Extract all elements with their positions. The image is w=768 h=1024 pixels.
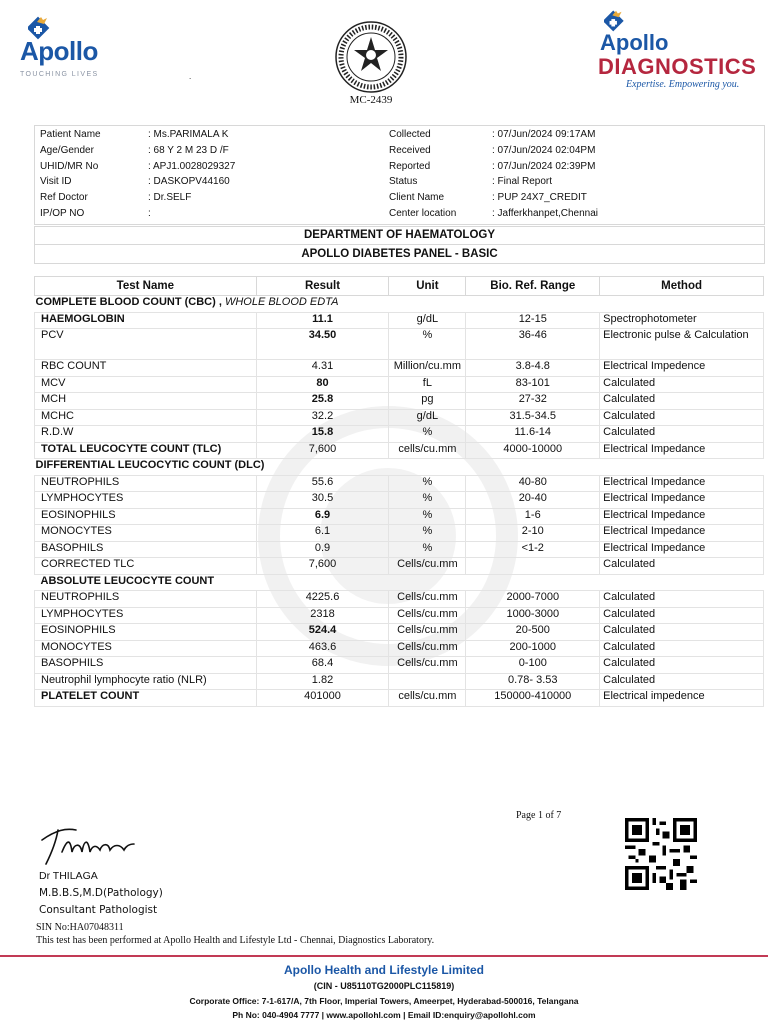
unit: g/dL bbox=[389, 312, 466, 329]
result-value: 68.4 bbox=[256, 657, 389, 674]
info-value: : Dr.SELF bbox=[148, 192, 192, 204]
test-name: MCV bbox=[35, 376, 257, 393]
table-row bbox=[35, 442, 764, 459]
brand-tagline: Expertise. Empowering you. bbox=[626, 79, 740, 90]
unit: % bbox=[389, 475, 466, 492]
info-value: : 07/Jun/2024 09:17AM bbox=[492, 129, 596, 141]
result-value: 11.1 bbox=[256, 312, 389, 329]
method: Calculated bbox=[600, 591, 764, 608]
reference-range: 150000-410000 bbox=[466, 690, 600, 707]
column-header: Test Name bbox=[35, 277, 257, 296]
method: Calculated bbox=[600, 376, 764, 393]
unit: % bbox=[389, 329, 466, 360]
info-value: : Jafferkhanpet,Chennai bbox=[492, 207, 599, 219]
table-row bbox=[35, 525, 764, 542]
unit: Cells/cu.mm bbox=[389, 640, 466, 657]
table-row bbox=[35, 475, 764, 492]
test-name: BASOPHILS bbox=[35, 541, 257, 558]
info-label: Patient Name bbox=[40, 129, 101, 141]
reference-range: 31.5-34.5 bbox=[466, 409, 600, 426]
reference-range bbox=[466, 558, 600, 575]
info-value: : DASKOPV44160 bbox=[148, 176, 230, 188]
unit: g/dL bbox=[389, 409, 466, 426]
test-name: LYMPHOCYTES bbox=[35, 607, 257, 624]
test-name: LYMPHOCYTES bbox=[35, 492, 257, 509]
column-header: Method bbox=[600, 277, 764, 296]
section-row-alc bbox=[35, 574, 764, 591]
result-value: 7,600 bbox=[256, 442, 389, 459]
info-label: IP/OP NO bbox=[40, 207, 85, 219]
unit bbox=[389, 673, 466, 690]
method: Calculated bbox=[600, 673, 764, 690]
reference-range: 0-100 bbox=[466, 657, 600, 674]
test-name: PCV bbox=[35, 329, 257, 360]
section-row-cbc bbox=[35, 296, 764, 313]
stray-dot: . bbox=[189, 72, 192, 81]
result-value: 34.50 bbox=[256, 329, 389, 360]
reference-range: 12-15 bbox=[466, 312, 600, 329]
method: Calculated bbox=[600, 393, 764, 410]
unit: Cells/cu.mm bbox=[389, 657, 466, 674]
method: Electrical Impedance bbox=[600, 525, 764, 542]
result-value: 32.2 bbox=[256, 409, 389, 426]
method: Calculated bbox=[600, 640, 764, 657]
brand-name: Apollo bbox=[600, 30, 669, 55]
brand-sub: DIAGNOSTICS bbox=[598, 54, 757, 79]
info-label: Center location bbox=[389, 207, 457, 219]
sin-number: SIN No:HA07048311 bbox=[36, 922, 124, 933]
info-label: Ref Doctor bbox=[40, 192, 88, 204]
reference-range: <1-2 bbox=[466, 541, 600, 558]
info-value: : 07/Jun/2024 02:39PM bbox=[492, 160, 596, 172]
test-name: BASOPHILS bbox=[35, 657, 257, 674]
result-value: 6.1 bbox=[256, 525, 389, 542]
reference-range: 20-40 bbox=[466, 492, 600, 509]
method: Electrical Impedance bbox=[600, 508, 764, 525]
result-value: 4.31 bbox=[256, 360, 389, 377]
test-name: TOTAL LEUCOCYTE COUNT (TLC) bbox=[35, 442, 257, 459]
reference-range: 20-500 bbox=[466, 624, 600, 641]
reference-range: 11.6-14 bbox=[466, 426, 600, 443]
cbc-rows bbox=[35, 312, 764, 459]
unit: Cells/cu.mm bbox=[389, 591, 466, 608]
test-name: MONOCYTES bbox=[35, 525, 257, 542]
result-value: 55.6 bbox=[256, 475, 389, 492]
section-title: COMPLETE BLOOD COUNT (CBC) , bbox=[35, 296, 222, 308]
unit: fL bbox=[389, 376, 466, 393]
test-name: R.D.W bbox=[35, 426, 257, 443]
panel-title: APOLLO DIABETES PANEL - BASIC bbox=[34, 244, 765, 264]
patient-info-block bbox=[34, 125, 765, 225]
reference-range: 0.78- 3.53 bbox=[466, 673, 600, 690]
test-name: MCHC bbox=[35, 409, 257, 426]
result-value: 7,600 bbox=[256, 558, 389, 575]
info-label: Client Name bbox=[389, 192, 445, 204]
info-label: Collected bbox=[389, 129, 431, 141]
method: Spectrophotometer bbox=[600, 312, 764, 329]
method: Electrical Impedance bbox=[600, 442, 764, 459]
info-value: : bbox=[148, 207, 151, 219]
unit: pg bbox=[389, 393, 466, 410]
section-title: ABSOLUTE LEUCOCYTE COUNT bbox=[35, 574, 764, 591]
brand-name: Apollo bbox=[20, 36, 98, 66]
table-row bbox=[35, 360, 764, 377]
result-value: 401000 bbox=[256, 690, 389, 707]
info-value: : Final Report bbox=[492, 176, 553, 188]
test-name: CORRECTED TLC bbox=[35, 558, 257, 575]
table-row bbox=[35, 624, 764, 641]
test-name: Neutrophil lymphocyte ratio (NLR) bbox=[35, 673, 257, 690]
result-value: 2318 bbox=[256, 607, 389, 624]
column-header: Result bbox=[256, 277, 389, 296]
test-name: MCH bbox=[35, 393, 257, 410]
test-name: NEUTROPHILS bbox=[35, 475, 257, 492]
reference-range: 36-46 bbox=[466, 329, 600, 360]
info-value: : APJ1.0028029327 bbox=[148, 160, 236, 172]
brand-tagline: TOUCHING LIVES bbox=[20, 71, 99, 78]
table-row bbox=[35, 607, 764, 624]
result-value: 30.5 bbox=[256, 492, 389, 509]
method: Electrical Impedance bbox=[600, 492, 764, 509]
method: Calculated bbox=[600, 426, 764, 443]
company-name: Apollo Health and Lifestyle Limited bbox=[283, 963, 485, 977]
table-row bbox=[35, 492, 764, 509]
doctor-degree: M.B.B.S,M.D(Pathology) bbox=[39, 887, 163, 899]
info-label: Reported bbox=[389, 160, 431, 172]
reference-range: 40-80 bbox=[466, 475, 600, 492]
reference-range: 83-101 bbox=[466, 376, 600, 393]
corporate-address: Corporate Office: 7-1-617/A, 7th Floor, Imperial Towers, Ameerpet, Hyderabad-500016, Telangana bbox=[189, 996, 579, 1006]
info-value: : PUP 24X7_CREDIT bbox=[492, 192, 587, 204]
method: Electrical impedence bbox=[600, 690, 764, 707]
info-label: Received bbox=[389, 145, 431, 157]
company-cin: (CIN - U85110TG2000PLC115819) bbox=[313, 981, 455, 991]
test-name: HAEMOGLOBIN bbox=[35, 312, 257, 329]
table-row bbox=[35, 508, 764, 525]
method: Calculated bbox=[600, 558, 764, 575]
method: Electrical Impedence bbox=[600, 360, 764, 377]
performed-note: This test has been performed at Apollo Health and Lifestyle Ltd - Chennai, Diagnostics Laboratory. bbox=[36, 935, 435, 946]
doctor-title: Consultant Pathologist bbox=[39, 904, 158, 916]
info-value: : 68 Y 2 M 23 D /F bbox=[148, 145, 229, 157]
doctor-name: Dr THILAGA bbox=[39, 870, 98, 882]
result-value: 80 bbox=[256, 376, 389, 393]
method: Calculated bbox=[600, 409, 764, 426]
method: Electronic pulse & Calculation bbox=[600, 329, 764, 360]
info-label: UHID/MR No bbox=[40, 160, 99, 172]
info-label: Status bbox=[389, 176, 418, 188]
reference-range: 200-1000 bbox=[466, 640, 600, 657]
table-row bbox=[35, 541, 764, 558]
test-name: NEUTROPHILS bbox=[35, 591, 257, 608]
table-row bbox=[35, 329, 764, 360]
sin-block bbox=[36, 921, 434, 947]
method: Calculated bbox=[600, 657, 764, 674]
patient-info-left bbox=[35, 127, 235, 221]
table-row bbox=[35, 690, 764, 707]
table-row bbox=[35, 376, 764, 393]
unit: % bbox=[389, 492, 466, 509]
result-value: 4225.6 bbox=[256, 591, 389, 608]
method: Calculated bbox=[600, 624, 764, 641]
reference-range: 3.8-4.8 bbox=[466, 360, 600, 377]
table-row bbox=[35, 393, 764, 410]
test-name: RBC COUNT bbox=[35, 360, 257, 377]
patient-info-right bbox=[386, 127, 598, 221]
reference-range: 2-10 bbox=[466, 525, 600, 542]
method: Electrical Impedance bbox=[600, 475, 764, 492]
unit: Cells/cu.mm bbox=[389, 607, 466, 624]
table-row bbox=[35, 409, 764, 426]
alc-rows bbox=[35, 591, 764, 707]
contact-line: Ph No: 040-4904 7777 | www.apollohl.com | Email ID:enquiry@apollohl.com bbox=[232, 1010, 536, 1020]
column-header: Unit bbox=[389, 277, 466, 296]
sample-type: WHOLE BLOOD EDTA bbox=[224, 296, 339, 308]
info-value: : 07/Jun/2024 02:04PM bbox=[492, 145, 596, 157]
doctor-signature bbox=[36, 822, 146, 872]
method: Calculated bbox=[600, 607, 764, 624]
unit: % bbox=[389, 426, 466, 443]
section-row-dlc bbox=[35, 459, 764, 476]
column-header: Bio. Ref. Range bbox=[466, 277, 600, 296]
info-label: Visit ID bbox=[40, 176, 72, 188]
table-row bbox=[35, 312, 764, 329]
result-value: 15.8 bbox=[256, 426, 389, 443]
unit: Million/cu.mm bbox=[389, 360, 466, 377]
result-value: 1.82 bbox=[256, 673, 389, 690]
reference-range: 27-32 bbox=[466, 393, 600, 410]
result-value: 463.6 bbox=[256, 640, 389, 657]
unit: cells/cu.mm bbox=[389, 690, 466, 707]
dlc-rows bbox=[35, 475, 764, 574]
reference-range: 4000-10000 bbox=[466, 442, 600, 459]
info-label: Age/Gender bbox=[40, 145, 94, 157]
apollo-diagnostics-logo bbox=[596, 4, 756, 88]
table-row bbox=[35, 591, 764, 608]
department-title: DEPARTMENT OF HAEMATOLOGY bbox=[34, 226, 765, 245]
results-table bbox=[34, 276, 764, 707]
accreditation-seal-icon bbox=[334, 20, 408, 94]
method: Electrical Impedance bbox=[600, 541, 764, 558]
table-row bbox=[35, 426, 764, 443]
seal-code: MC-2439 bbox=[349, 94, 393, 106]
reference-range: 2000-7000 bbox=[466, 591, 600, 608]
unit: Cells/cu.mm bbox=[389, 558, 466, 575]
table-header-row bbox=[35, 277, 764, 296]
doctor-block bbox=[39, 868, 163, 919]
unit: % bbox=[389, 525, 466, 542]
test-name: EOSINOPHILS bbox=[35, 508, 257, 525]
footer-rule bbox=[0, 955, 768, 957]
unit: cells/cu.mm bbox=[389, 442, 466, 459]
unit: Cells/cu.mm bbox=[389, 624, 466, 641]
test-name: PLATELET COUNT bbox=[35, 690, 257, 707]
section-title: DIFFERENTIAL LEUCOCYTIC COUNT (DLC) bbox=[35, 459, 764, 476]
result-value: 0.9 bbox=[256, 541, 389, 558]
result-value: 524.4 bbox=[256, 624, 389, 641]
result-value: 6.9 bbox=[256, 508, 389, 525]
table-row bbox=[35, 657, 764, 674]
result-value: 25.8 bbox=[256, 393, 389, 410]
table-row bbox=[35, 558, 764, 575]
test-name: MONOCYTES bbox=[35, 640, 257, 657]
apollo-logo-left bbox=[18, 8, 108, 80]
qr-code-icon bbox=[623, 818, 699, 890]
unit: % bbox=[389, 508, 466, 525]
reference-range: 1-6 bbox=[466, 508, 600, 525]
table-row bbox=[35, 673, 764, 690]
unit: % bbox=[389, 541, 466, 558]
info-value: : Ms.PARIMALA K bbox=[148, 129, 229, 141]
page-number: Page 1 of 7 bbox=[516, 810, 562, 821]
reference-range: 1000-3000 bbox=[466, 607, 600, 624]
table-row bbox=[35, 640, 764, 657]
test-name: EOSINOPHILS bbox=[35, 624, 257, 641]
apollo-emblem-icon bbox=[604, 8, 628, 32]
